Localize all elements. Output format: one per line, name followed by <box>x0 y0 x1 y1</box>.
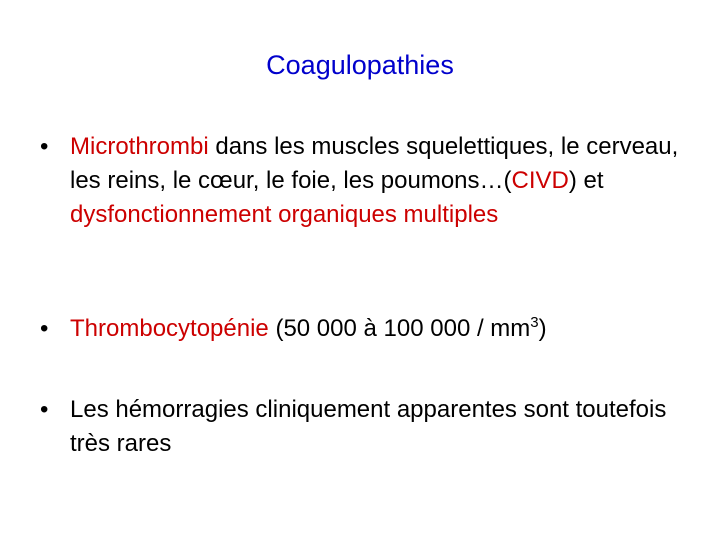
bullet-glyph: • <box>40 315 49 342</box>
slide-title <box>0 50 720 81</box>
bullet-glyph: • <box>40 133 49 160</box>
slide-title-text: Coagulopathies <box>266 50 454 80</box>
bullet-text-highlight: CIVD <box>511 167 569 194</box>
bullet-item <box>40 130 680 232</box>
bullet-text: ) et <box>568 167 604 194</box>
bullet-item <box>40 393 680 461</box>
bullet-text: ) <box>538 315 547 342</box>
bullet-superscript: 3 <box>530 314 539 331</box>
bullet-text: (50 000 à 100 000 / mm <box>268 315 531 342</box>
bullet-item <box>40 312 680 346</box>
bullet-text: Les hémorragies cliniquement apparentes sont toutefois très rares <box>70 396 667 457</box>
bullet-text-highlight: Thrombocytopénie <box>70 315 269 342</box>
bullet-glyph: • <box>40 396 49 423</box>
bullet-text-highlight: dysfonctionnement organiques multiples <box>70 201 499 228</box>
bullet-text: dans les muscles squelettiques, le cerveau, les reins, le cœur, le foie, les poumons…( <box>70 133 679 194</box>
bullet-text-highlight: Microthrombi <box>70 133 209 160</box>
